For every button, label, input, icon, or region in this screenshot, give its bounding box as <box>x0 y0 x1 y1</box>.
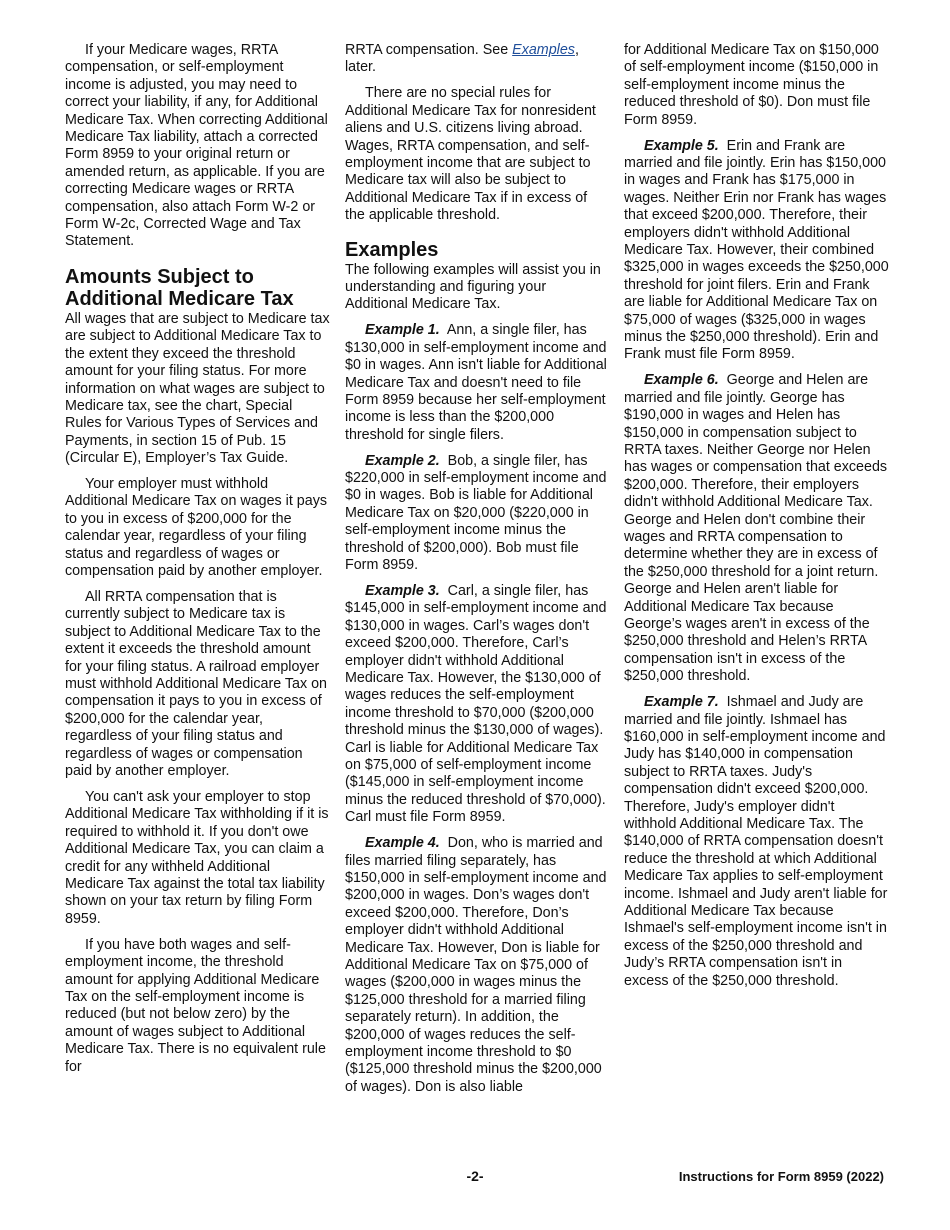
example-label: Example 1. <box>365 322 440 339</box>
example-3 <box>345 583 610 827</box>
example-text: Ishmael and Judy are married and file jointly. Ishmael has $160,000 in self-employment income and Judy has $140,000 in compensation subject to RRTA taxes. Judy's compensation didn't exceed $200,000. Therefore, Judy's employer didn't withhold Additional Medicare Tax. The $140,000 of RRTA compensation doesn't reduce the threshold at which Additional Medicare Tax applies to self-employment income. Ishmael and Judy aren't liable for Additional Medicare Tax because Ishmael's self-employment income isn't in excess of the $250,000 threshold and Judy’s RRTA compensation isn't in excess of the $250,000 threshold. <box>624 694 888 989</box>
column-left <box>65 42 330 1084</box>
example-text: Ann, a single filer, has $130,000 in self-employment income and $0 in wages. Ann isn't liable for Additional Medicare Tax and doesn't need to file Form 8959 because her self-employment income is less than the $200,000 threshold for single filers. <box>345 322 607 443</box>
example-label: Example 6. <box>644 372 719 389</box>
footer-form-title: Instructions for Form 8959 (2022) <box>678 1169 884 1184</box>
example-label: Example 5. <box>644 137 719 154</box>
section-heading-examples: Examples <box>345 238 439 261</box>
paragraph-rrta-see-examples <box>345 42 610 77</box>
example-text: Don, who is married and files married filing separately, has $150,000 in self-employment income and $200,000 in wages. Don’s wages don't exceed $200,000. Therefore, Don’s employer didn't withhold Additional Medicare Tax. However, Don is liable for Additional Medicare Tax on $75,000 of wages ($200,000 in wages minus the $125,000 threshold for a married filing separately return). In addition, the $200,000 of wages reduces the self-employment income threshold to $0 ($125,000 threshold minus the $200,000 of wages). Don is also liable <box>345 835 607 1095</box>
example-label: Example 3. <box>365 582 440 599</box>
examples-link[interactable]: Examples <box>512 42 575 58</box>
example-2 <box>345 453 610 575</box>
example-text: Erin and Frank are married and file jointly. Erin has $150,000 in wages and Frank has $175,000 in wages. Neither Erin nor Frank has wages that exceed $200,000. Therefore, their employers didn't withhold Additional Medicare Tax. However, their combined $325,000 in wages exceeds the $250,000 threshold for joint filers. Erin and Frank are liable for Additional Medicare Tax on $75,000 of wages ($325,000 in wages minus the $250,000 threshold). Erin and Frank must file Form 8959. <box>624 137 889 363</box>
page-number: -2- <box>466 1168 484 1184</box>
example-4 <box>345 835 610 1096</box>
paragraph-credit-withheld: You can't ask your employer to stop Additional Medicare Tax withholding if it is required to withhold it. If you don't owe Additional Medicare Tax, you can claim a credit for any withheld Additional Medicare Tax against the total tax liability shown on your tax return by filing Form 8959. <box>65 788 329 927</box>
example-text: George and Helen are married and file jointly. George has $190,000 in wages and Helen has $150,000 in compensation subject to RRTA taxes. Neither George nor Helen has wages or compensation that exceeds $200,000. Therefore, their employers didn't withhold Additional Medicare Tax. George and Helen don't combine their wages and RRTA compensation to determine whether they are in excess of the $250,000 threshold for a joint return. George and Helen aren't liable for Additional Medicare Tax because George’s wages aren't in excess of the $250,000 threshold and Helen’s RRTA compensation isn't in excess of the $250,000 threshold. <box>624 372 888 685</box>
example-5 <box>624 138 889 364</box>
example-7 <box>624 694 889 990</box>
text-segment: RRTA compensation. See <box>345 42 513 58</box>
paragraph-examples-intro: The following examples will assist you in understanding and figuring your Additional Medicare Tax. <box>345 261 601 313</box>
paragraph-wages-subject: All wages that are subject to Medicare tax are subject to Additional Medicare Tax to the extent they exceed the threshold amount for your filing status. For more information on what wages are subject to Medicare tax, see the chart, Special Rules for Various Types of Services and Payments, in section 15 of Pub. 15 (Circular E), Employer’s Tax Guide. <box>65 310 330 467</box>
paragraph-employer-withhold: Your employer must withhold Additional Medicare Tax on wages it pays to you in excess of $200,000 for the calendar year, regardless of your filing status and regardless of wages or compensation paid by another employer. <box>65 476 327 580</box>
column-right <box>624 42 889 999</box>
example-label: Example 7. <box>644 694 719 711</box>
column-middle <box>345 42 610 1105</box>
example-label: Example 2. <box>365 452 440 469</box>
paragraph-example-4-continued: for Additional Medicare Tax on $150,000 of self-employment income ($150,000 in self-employment income minus the reduced threshold of $0). Don must file Form 8959. <box>624 42 879 128</box>
example-1 <box>345 322 610 444</box>
paragraph-wages-and-se-income: If you have both wages and self-employment income, the threshold amount for applying Additional Medicare Tax on the self-employment income is reduced (but not below zero) by the amount of wages subject to Additional Medicare Tax. There is no equivalent rule for <box>65 936 326 1075</box>
example-6 <box>624 372 889 685</box>
example-text: Bob, a single filer, has $220,000 in self-employment income and $0 in wages. Bob is liable for Additional Medicare Tax on $20,000 ($220,000 in self-employment income minus the threshold of $200,000). Bob must file Form 8959. <box>345 452 607 574</box>
section-heading-amounts-subject: Amounts Subject to Additional Medicare Tax <box>65 265 294 310</box>
text-segment: , later. <box>345 42 579 76</box>
example-text: Carl, a single filer, has $145,000 in self-employment income and $130,000 in wages. Carl’s wages don't exceed $200,000. Therefore, Carl’s employer didn't withhold Additional Medicare Tax. However, the $130,000 of wages reduces the self-employment income threshold to $70,000 ($200,000 threshold minus the $130,000 of wages). Carl is liable for Additional Medicare Tax on $75,000 of self-employment income ($145,000 in self-employment income minus the reduced threshold of $70,000). Carl must file Form 8959. <box>345 582 607 826</box>
paragraph-nonresident-aliens: There are no special rules for Additional Medicare Tax for nonresident aliens and U.S. citizens living abroad. Wages, RRTA compensation, and self-employment income that are subject to Medicare tax will also be subject to Additional Medicare Tax if in excess of the applicable threshold. <box>345 85 596 224</box>
paragraph-correcting-liability: If your Medicare wages, RRTA compensation, or self-employment income is adjusted, you may need to correct your liability, if any, for Additional Medicare Tax. When correcting Additional Medicare Tax liability, attach a corrected Form 8959 to your original return or amended return, as applicable. If you are correcting Medicare wages or RRTA compensation, also attach Form W-2 or Form W-2c, Corrected Wage and Tax Statement. <box>65 42 328 250</box>
paragraph-rrta-compensation: All RRTA compensation that is currently subject to Medicare tax is subject to Additional Medicare Tax to the extent it exceeds the threshold amount for your filing status. A railroad employer must withhold Additional Medicare Tax on compensation it pays to you in excess of $200,000 for the calendar year, regardless of your filing status and regardless of wages or compensation paid by another employer. <box>65 588 327 780</box>
example-label: Example 4. <box>365 835 440 852</box>
